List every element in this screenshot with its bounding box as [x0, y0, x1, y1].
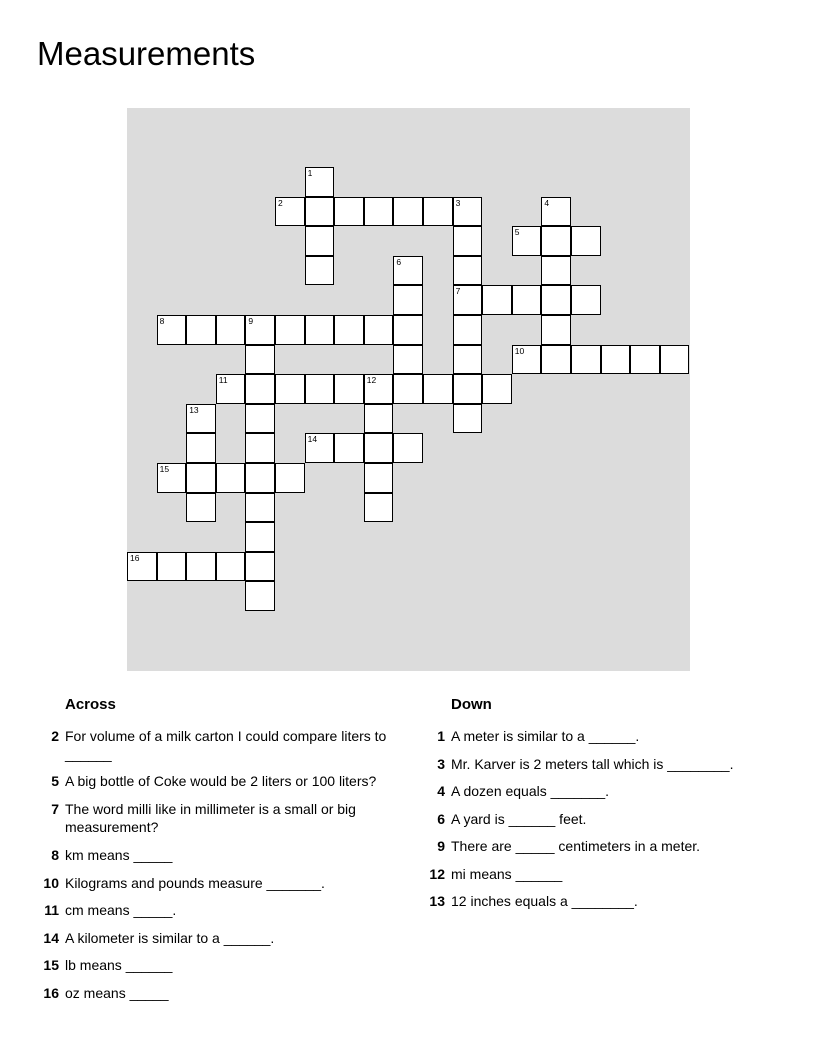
cell-number: 6 — [396, 256, 402, 267]
grid-cell[interactable] — [186, 433, 216, 463]
grid-cell[interactable] — [186, 404, 216, 434]
cell-number: 1 — [307, 168, 313, 178]
cell-number: 8 — [159, 316, 165, 326]
grid-cell[interactable] — [305, 256, 335, 286]
grid-cell[interactable] — [453, 315, 483, 345]
grid-cell[interactable] — [157, 552, 187, 582]
grid-cell[interactable] — [157, 463, 187, 493]
grid-cell[interactable] — [364, 463, 394, 493]
clue-number: 6 — [437, 811, 445, 827]
grid-cell[interactable] — [393, 433, 423, 463]
grid-cell[interactable] — [334, 433, 364, 463]
clue-text: A yard is ______ feet. — [451, 811, 587, 827]
grid-cell[interactable] — [275, 197, 305, 227]
grid-cell[interactable] — [512, 226, 542, 256]
clue-number: 15 — [43, 957, 59, 973]
clue-text: For volume of a milk carton I could compare liters to ______ — [65, 728, 387, 762]
grid-cell[interactable] — [186, 552, 216, 582]
across-clue — [43, 984, 390, 1002]
grid-cell[interactable] — [245, 552, 275, 582]
across-clue — [43, 929, 390, 947]
down-clue — [437, 837, 771, 855]
clue-number: 16 — [43, 985, 59, 1001]
grid-cell[interactable] — [393, 374, 423, 404]
cell-number: 5 — [514, 227, 520, 238]
grid-cell[interactable] — [216, 315, 246, 345]
grid-cell[interactable] — [186, 315, 216, 345]
grid-cell[interactable] — [601, 345, 631, 375]
grid-cell[interactable] — [541, 197, 571, 227]
grid-cell[interactable] — [453, 226, 483, 256]
down-clue — [437, 782, 771, 800]
grid-cell[interactable] — [393, 345, 423, 375]
grid-cell[interactable] — [541, 226, 571, 256]
clue-text: mi means ______ — [451, 866, 563, 882]
clue-text: A kilometer is similar to a ______. — [65, 930, 275, 946]
clue-number: 5 — [51, 773, 59, 789]
grid-cell[interactable] — [157, 315, 187, 345]
down-heading: Down — [451, 696, 492, 713]
grid-cell[interactable] — [393, 256, 423, 286]
grid-cell[interactable] — [364, 433, 394, 463]
down-clue — [437, 727, 771, 745]
grid-cell[interactable] — [305, 197, 335, 227]
grid-cell[interactable] — [186, 463, 216, 493]
clue-number: 4 — [437, 783, 445, 799]
grid-cell[interactable] — [216, 552, 246, 582]
cell-number: 16 — [130, 552, 140, 563]
across-clue — [51, 800, 390, 836]
cell-number: 7 — [455, 286, 461, 297]
cell-number: 3 — [455, 197, 461, 208]
clue-number: 11 — [44, 902, 59, 918]
grid-cell[interactable] — [364, 315, 394, 345]
clue-number: 7 — [51, 801, 59, 817]
grid-cell[interactable] — [245, 374, 275, 404]
down-clue — [437, 755, 771, 773]
grid-cell[interactable] — [275, 374, 305, 404]
cell-number: 13 — [189, 404, 199, 415]
grid-cell[interactable] — [512, 285, 542, 315]
grid-cell[interactable] — [512, 345, 542, 375]
grid-cell[interactable] — [423, 374, 453, 404]
grid-cell[interactable] — [245, 315, 275, 345]
clue-number: 8 — [51, 847, 59, 863]
grid-cell[interactable] — [245, 581, 275, 611]
across-clues — [43, 694, 395, 1001]
down-clue — [429, 865, 771, 883]
grid-cell[interactable] — [275, 463, 305, 493]
page-title: Measurements — [37, 35, 256, 72]
grid-cell[interactable] — [216, 374, 246, 404]
clue-text: A meter is similar to a ______. — [451, 728, 640, 744]
down-clue — [437, 810, 771, 828]
grid-cell[interactable] — [364, 374, 394, 404]
grid-cell[interactable] — [334, 315, 364, 345]
grid-cell[interactable] — [245, 522, 275, 552]
grid-cell[interactable] — [216, 463, 246, 493]
clue-number: 2 — [51, 728, 59, 744]
grid-cell[interactable] — [305, 226, 335, 256]
cell-number: 2 — [278, 197, 283, 208]
grid-cell[interactable] — [393, 197, 423, 227]
grid-cell[interactable] — [541, 285, 571, 315]
grid-cell[interactable] — [453, 197, 483, 227]
crossword-grid — [127, 108, 690, 671]
grid-cell[interactable] — [630, 345, 660, 375]
grid-cell[interactable] — [541, 256, 571, 286]
grid-cell[interactable] — [571, 285, 601, 315]
grid-cell[interactable] — [482, 285, 512, 315]
grid-cell[interactable] — [186, 493, 216, 523]
down-clue — [429, 892, 771, 910]
grid-cell[interactable] — [364, 493, 394, 523]
grid-cell[interactable] — [453, 374, 483, 404]
grid-cell[interactable] — [541, 315, 571, 345]
clue-text: oz means _____ — [65, 985, 169, 1001]
grid-cell[interactable] — [245, 404, 275, 434]
clue-number: 10 — [43, 875, 59, 891]
grid-cell[interactable] — [127, 552, 157, 582]
clue-text: A big bottle of Coke would be 2 liters or 100 liters? — [65, 773, 377, 789]
across-clue — [43, 956, 390, 974]
grid-cell[interactable] — [245, 345, 275, 375]
across-clue — [51, 772, 390, 790]
clue-text: There are _____ centimeters in a meter. — [451, 838, 701, 854]
clue-number: 13 — [429, 893, 445, 909]
across-clue — [44, 901, 390, 919]
grid-cell[interactable] — [453, 404, 483, 434]
across-clue — [51, 846, 390, 864]
cell-number: 15 — [159, 464, 170, 474]
grid-cell[interactable] — [334, 197, 364, 227]
clue-text: km means _____ — [65, 847, 173, 863]
across-clue — [51, 727, 390, 763]
grid-cell[interactable] — [453, 285, 483, 315]
cell-number: 10 — [514, 345, 525, 356]
clue-number: 1 — [437, 728, 445, 744]
grid-cell[interactable] — [275, 315, 305, 345]
grid-cell[interactable] — [245, 433, 275, 463]
across-heading: Across — [65, 696, 116, 713]
grid-cell[interactable] — [660, 345, 690, 375]
down-clues — [429, 694, 781, 909]
clue-number: 12 — [429, 866, 445, 882]
clue-text: cm means _____. — [65, 902, 177, 918]
grid-cell[interactable] — [482, 374, 512, 404]
grid-cell[interactable] — [393, 285, 423, 315]
cell-number: 14 — [307, 434, 318, 445]
clue-number: 14 — [43, 930, 59, 946]
clue-number: 9 — [437, 838, 445, 854]
clue-text: Mr. Karver is 2 meters tall which is ________. — [451, 756, 734, 772]
grid-cell[interactable] — [393, 315, 423, 345]
grid-cell[interactable] — [245, 493, 275, 523]
grid-cell[interactable] — [245, 463, 275, 493]
across-clue — [43, 874, 390, 892]
clue-number: 3 — [437, 756, 445, 772]
grid-cell[interactable] — [334, 374, 364, 404]
clue-text: Kilograms and pounds measure _______. — [65, 875, 325, 891]
grid-cell[interactable] — [305, 433, 335, 463]
clue-text: A dozen equals _______. — [451, 783, 610, 799]
grid-cell[interactable] — [541, 345, 571, 375]
grid-cell[interactable] — [305, 374, 335, 404]
clue-text: lb means ______ — [65, 957, 173, 973]
grid-cell[interactable] — [423, 197, 453, 227]
clue-text: The word milli like in millimeter is a small or big measurement? — [65, 801, 356, 835]
grid-cell[interactable] — [571, 226, 601, 256]
grid-cell[interactable] — [571, 345, 601, 375]
cell-number: 12 — [366, 375, 377, 386]
cell-number: 9 — [248, 316, 254, 326]
grid-cell[interactable] — [453, 256, 483, 286]
cell-number: 11 — [218, 375, 228, 386]
cell-number: 4 — [544, 197, 550, 208]
clue-text: 12 inches equals a ________. — [451, 893, 638, 909]
grid-cell[interactable] — [305, 315, 335, 345]
grid-cell[interactable] — [364, 404, 394, 434]
grid-cell[interactable] — [364, 197, 394, 227]
grid-cell[interactable] — [305, 167, 335, 197]
grid-cell[interactable] — [453, 345, 483, 375]
